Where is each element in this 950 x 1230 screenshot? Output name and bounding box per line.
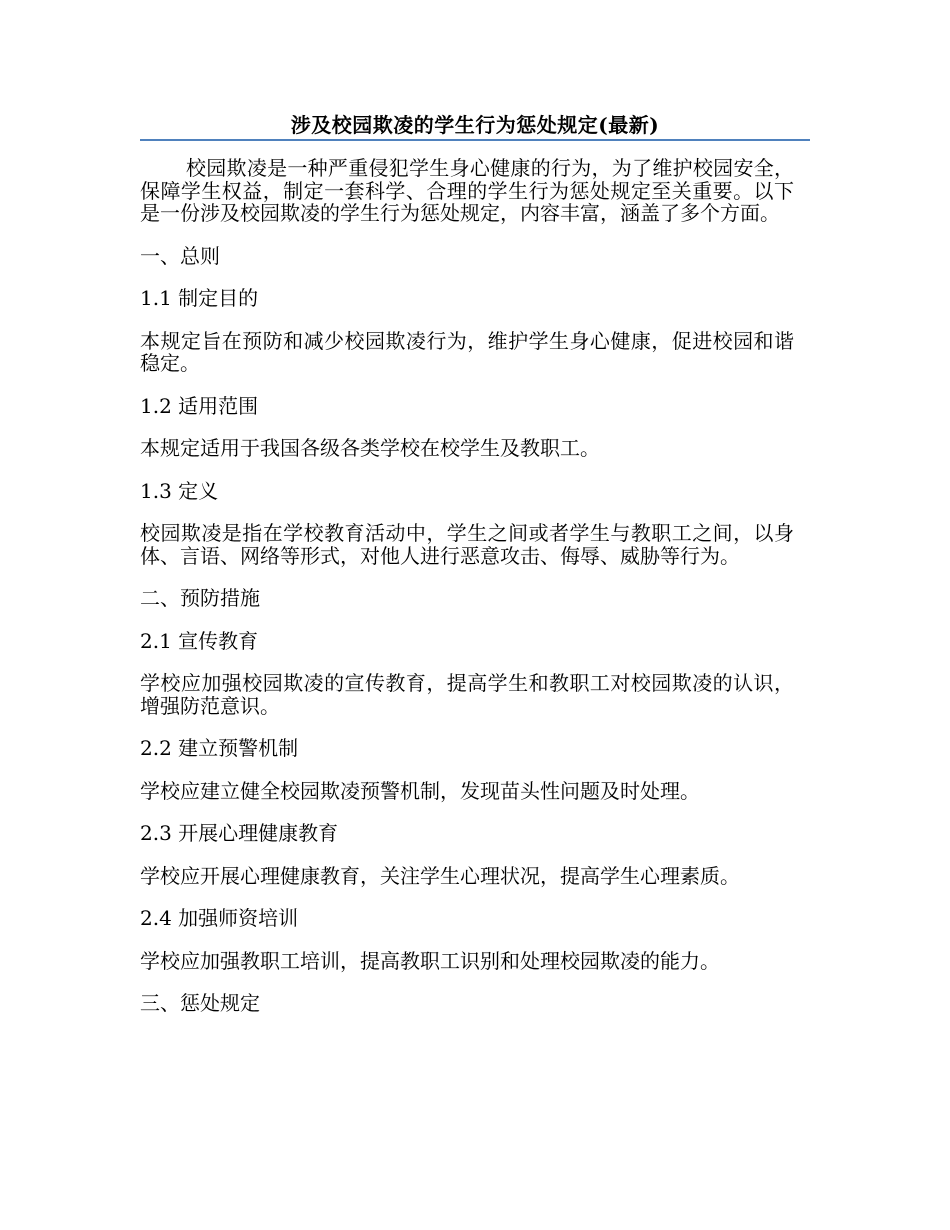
paragraph-2-2: 学校应建立健全校园欺凌预警机制，发现苗头性问题及时处理。 [140, 778, 700, 803]
section-heading-prevention: 二、预防措施 [140, 586, 260, 610]
paragraph-1-2: 本规定适用于我国各级各类学校在校学生及教职工。 [140, 436, 600, 460]
subsection-heading-2-4: 2.4 加强师资培训 [140, 906, 299, 930]
paragraph-1-1: 本规定旨在预防和减少校园欺凌行为，维护学生身心健康，促进校园和谐稳定。 [140, 328, 794, 375]
title-underline [140, 139, 810, 141]
paragraph-2-3: 学校应开展心理健康教育，关注学生心理状况，提高学生心理素质。 [140, 863, 740, 888]
intro-paragraph: 校园欺凌是一种严重侵犯学生身心健康的行为，为了维护校园安全，保障学生权益，制定一套科学、合理的学生行为惩处规定至关重要。以下是一份涉及校园欺凌的学生行为惩处规定，内容丰富，涵盖了多个方面。 [140, 156, 794, 225]
paragraph-2-4: 学校应加强教职工培训，提高教职工识别和处理校园欺凌的能力。 [140, 948, 720, 973]
subsection-heading-2-1: 2.1 宣传教育 [140, 628, 259, 653]
subsection-heading-2-2: 2.2 建立预警机制 [140, 736, 299, 760]
section-heading-penalties: 三、惩处规定 [140, 991, 260, 1015]
paragraph-2-1: 学校应加强校园欺凌的宣传教育，提高学生和教职工对校园欺凌的认识，增强防范意识。 [140, 671, 794, 718]
document-body [140, 157, 794, 1035]
subsection-heading-1-1: 1.1 制定目的 [140, 286, 259, 310]
subsection-heading-1-2: 1.2 适用范围 [140, 393, 259, 418]
subsection-heading-1-3: 1.3 定义 [140, 478, 219, 503]
subsection-heading-2-3: 2.3 开展心理健康教育 [140, 821, 339, 845]
paragraph-1-3: 校园欺凌是指在学校教育活动中，学生之间或者学生与教职工之间，以身体、言语、网络等形式，对他人进行恶意攻击、侮辱、威胁等行为。 [140, 521, 794, 568]
section-heading-general: 一、总则 [140, 243, 220, 268]
document-title: 涉及校园欺凌的学生行为惩处规定(最新) [290, 113, 660, 137]
